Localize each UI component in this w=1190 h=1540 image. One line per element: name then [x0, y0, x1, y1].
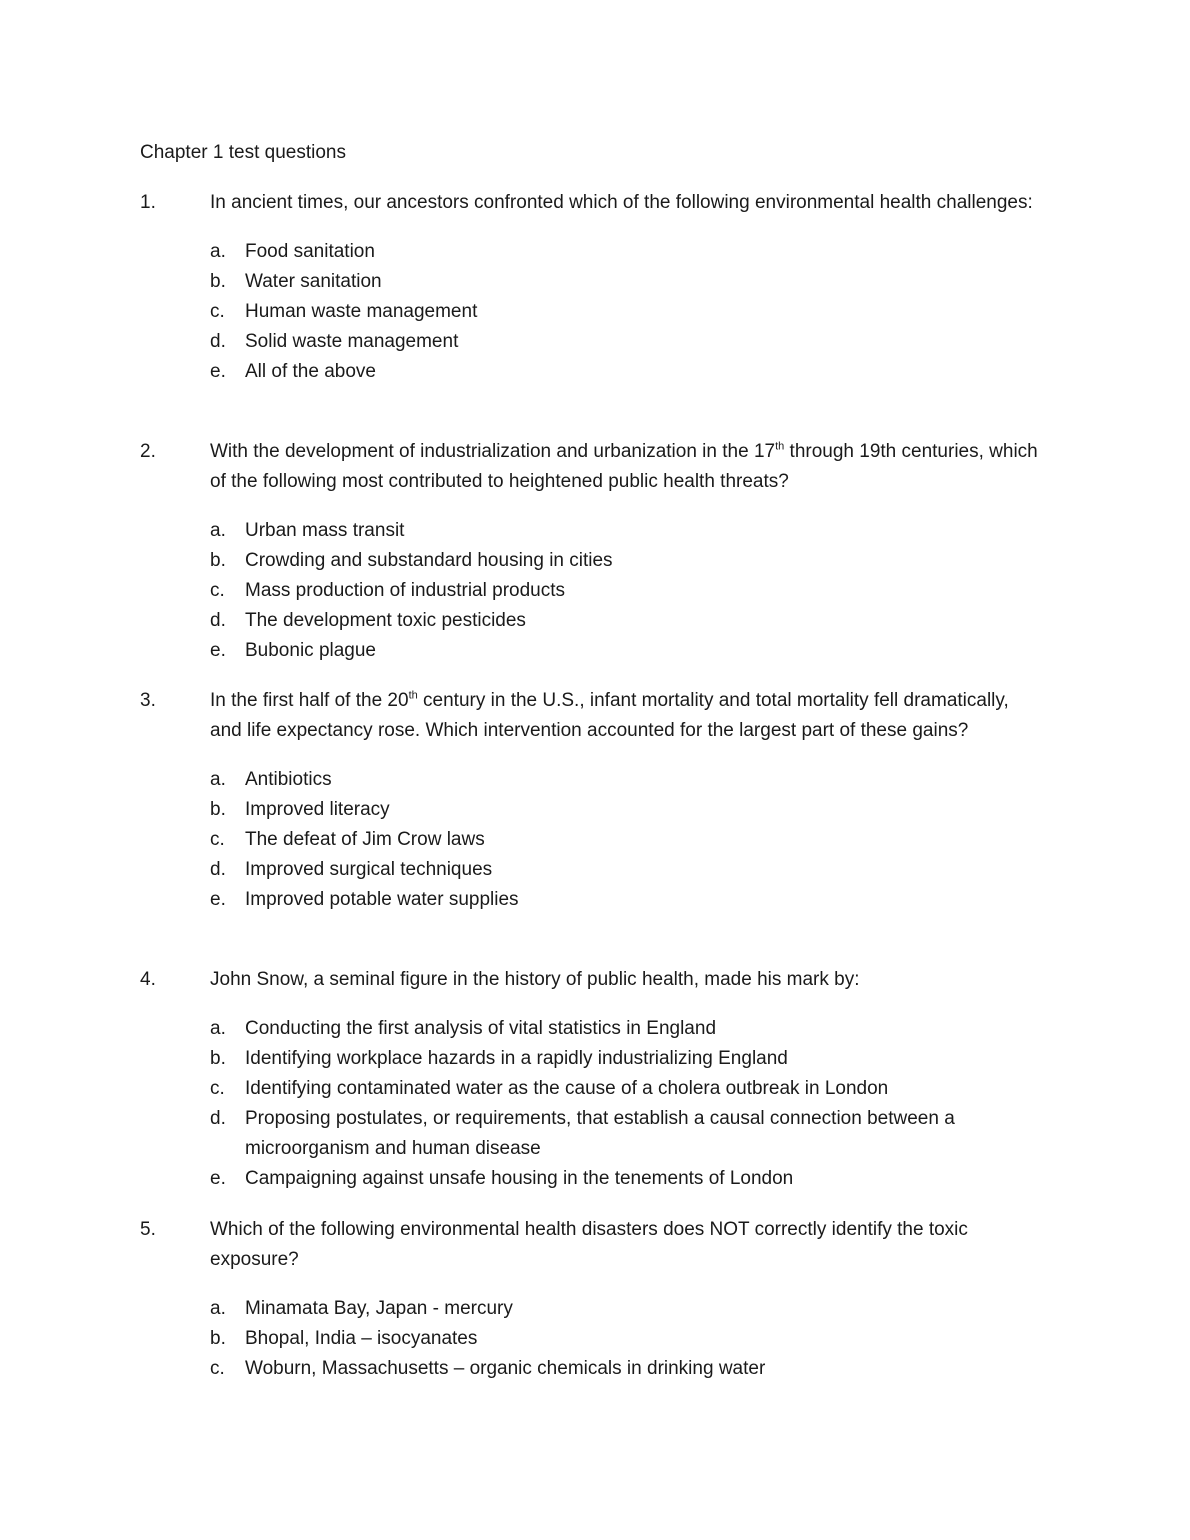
answer-option-e — [140, 636, 1040, 666]
answer-option-a — [140, 1014, 1040, 1044]
option-letter: e. — [210, 1168, 226, 1189]
question-5 — [140, 1215, 1040, 1384]
answer-option-e — [140, 885, 1040, 915]
answer-option-c — [140, 1074, 1040, 1104]
option-letter: d. — [210, 331, 226, 352]
option-text: Identifying workplace hazards in a rapidly industrializing England — [245, 1048, 788, 1069]
option-letter: a. — [210, 769, 226, 790]
answer-option-d — [140, 855, 1040, 885]
option-text: All of the above — [245, 361, 376, 382]
answer-option-b — [140, 1324, 1040, 1354]
option-letter: c. — [210, 1358, 225, 1379]
option-text: Bubonic plague — [245, 640, 376, 661]
answer-option-d — [140, 1104, 1040, 1164]
option-letter: b. — [210, 550, 226, 571]
option-letter: e. — [210, 640, 226, 661]
question-text — [210, 686, 1040, 746]
option-text: The defeat of Jim Crow laws — [245, 829, 485, 850]
option-letter: b. — [210, 799, 226, 820]
question-text-part: through 19th centuries, which of the following most contributed to heightened public health threats? — [210, 441, 1038, 492]
option-text: Urban mass transit — [245, 520, 405, 541]
answer-option-d — [140, 606, 1040, 636]
answer-option-a — [140, 765, 1040, 795]
question-number: 1. — [140, 192, 156, 213]
option-text: Proposing postulates, or requirements, that establish a causal connection between a microorganism and human disease — [245, 1108, 955, 1159]
question-number: 5. — [140, 1219, 156, 1240]
answer-options — [140, 1014, 1040, 1194]
option-letter: c. — [210, 301, 225, 322]
answer-option-c — [140, 297, 1040, 327]
option-letter: c. — [210, 829, 225, 850]
option-text: Antibiotics — [245, 769, 332, 790]
document-title: Chapter 1 test questions — [140, 142, 346, 163]
option-letter: e. — [210, 361, 226, 382]
question-4 — [140, 965, 1040, 1194]
question-text-part: With the development of industrialization and urbanization in the 17 — [210, 441, 776, 462]
question-text — [210, 437, 1040, 497]
option-text: Improved potable water supplies — [245, 889, 519, 910]
answer-option-d — [140, 327, 1040, 357]
option-text: Mass production of industrial products — [245, 580, 565, 601]
question-number: 2. — [140, 441, 156, 462]
option-text: Bhopal, India – isocyanates — [245, 1328, 478, 1349]
question-number: 3. — [140, 690, 156, 711]
option-text: Identifying contaminated water as the cause of a cholera outbreak in London — [245, 1078, 889, 1099]
option-letter: a. — [210, 1018, 226, 1039]
option-text: Solid waste management — [245, 331, 459, 352]
option-letter: c. — [210, 1078, 225, 1099]
option-letter: b. — [210, 271, 226, 292]
answer-option-a — [140, 516, 1040, 546]
answer-option-c — [140, 1354, 1040, 1384]
superscript: th — [775, 440, 785, 453]
option-text: Woburn, Massachusetts – organic chemicals in drinking water — [245, 1358, 766, 1379]
answer-option-c — [140, 825, 1040, 855]
answer-option-b — [140, 795, 1040, 825]
answer-options — [140, 516, 1040, 666]
option-text: Minamata Bay, Japan - mercury — [245, 1298, 513, 1319]
answer-option-b — [140, 1044, 1040, 1074]
answer-option-b — [140, 546, 1040, 576]
option-letter: e. — [210, 889, 226, 910]
option-letter: c. — [210, 580, 225, 601]
question-text-part: century in the U.S., infant mortality and total mortality fell dramatically, and life expectancy rose. Which intervention accounted for the largest part of these gains? — [210, 690, 1009, 741]
question-text: John Snow, a seminal figure in the history of public health, made his mark by: — [210, 969, 860, 990]
answer-options — [140, 765, 1040, 915]
question-1 — [140, 188, 1040, 387]
answer-option-e — [140, 1164, 1040, 1194]
option-text: Water sanitation — [245, 271, 382, 292]
option-text: The development toxic pesticides — [245, 610, 526, 631]
option-letter: a. — [210, 1298, 226, 1319]
answer-options — [140, 1294, 1040, 1384]
answer-option-b — [140, 267, 1040, 297]
option-letter: a. — [210, 520, 226, 541]
question-2 — [140, 437, 1040, 666]
option-letter: d. — [210, 1108, 226, 1129]
option-letter: b. — [210, 1328, 226, 1349]
superscript: th — [408, 689, 418, 702]
answer-option-a — [140, 237, 1040, 267]
answer-option-e — [140, 357, 1040, 387]
option-letter: d. — [210, 859, 226, 880]
question-text-part: In the first half of the 20 — [210, 690, 409, 711]
option-text: Improved surgical techniques — [245, 859, 493, 880]
option-letter: d. — [210, 610, 226, 631]
option-text: Food sanitation — [245, 241, 375, 262]
option-text: Human waste management — [245, 301, 478, 322]
option-letter: b. — [210, 1048, 226, 1069]
option-text: Crowding and substandard housing in cities — [245, 550, 613, 571]
answer-option-c — [140, 576, 1040, 606]
question-text: In ancient times, our ancestors confronted which of the following environmental health challenges: — [210, 192, 1033, 213]
question-text: Which of the following environmental health disasters does NOT correctly identify the toxic exposure? — [210, 1219, 968, 1270]
question-3 — [140, 686, 1040, 915]
question-number: 4. — [140, 969, 156, 990]
answer-option-a — [140, 1294, 1040, 1324]
option-text: Campaigning against unsafe housing in the tenements of London — [245, 1168, 794, 1189]
answer-options — [140, 237, 1040, 387]
option-text: Improved literacy — [245, 799, 390, 820]
option-letter: a. — [210, 241, 226, 262]
option-text: Conducting the first analysis of vital statistics in England — [245, 1018, 717, 1039]
